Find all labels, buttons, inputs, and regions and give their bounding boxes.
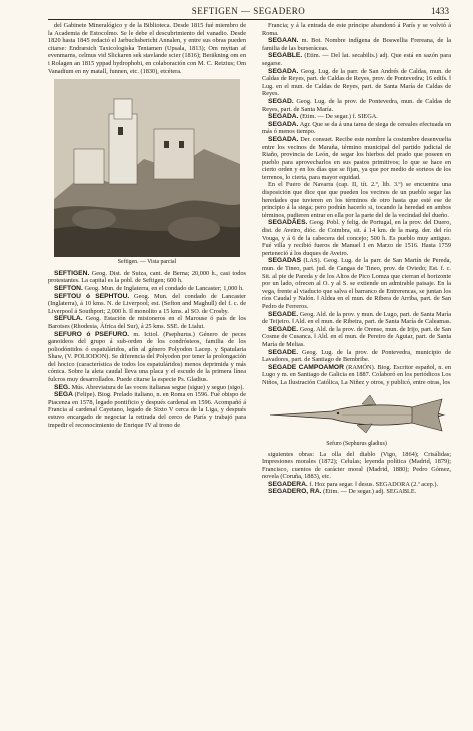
entry xyxy=(48,391,246,429)
entry xyxy=(262,257,451,310)
entry-text: Geog. Dist. de Suiza, cant. de Berna; 20,000 h., casi todos protestantes. La capital es la pobl. de Seftigen; 600 h. xyxy=(48,269,246,285)
entry-text: m. Ictiol. (Psephurus.) Género de peces ganoideos del grupo á sub-orden de los condrósteos, familia de los poliodóntidos ó espatuláridos, afín al género Polyodon Lacep. y Spatularia Shaw, (V. POLIODON). Se diferencia del Polyodon por tener la prolongación del hocico (característica de todos los espatuláridos) menos deprimida y más cónica. Sobre la aleta caudal lleva una placa y el escudo de la primera línea fulcros muy desarrollados. Puede citarse la especie Ps. Gladius. xyxy=(48,330,246,384)
fish-caption: Sefuro (Sephurus gladius) xyxy=(326,440,387,447)
entry-text: Geog. Ald. de la prov. de Orense, mun. de Irijo, part. de San Cosme de Cusanca. ‖ Ald. en el mun. de Pereiro de Aguiar, part. de Santa María de Melias. xyxy=(262,325,451,348)
entry xyxy=(262,349,451,364)
running-title: SEFTIGEN — SEGADERO xyxy=(191,6,306,16)
entry xyxy=(262,98,451,113)
headword: SEGADA. xyxy=(268,120,299,128)
sefuro-figure xyxy=(262,389,451,449)
entry-text: Geog. Lug. de la prov. de Pontevedra, municipio de Lavadores, part. de Santiago de Bembribe. xyxy=(262,348,451,364)
photo-illustration xyxy=(54,79,240,257)
headword: SEGADA. xyxy=(268,135,299,143)
entry-text: Geog. Mun. del condado de Lancaster (Inglaterra), á 10 kms. N. de Liverpool; est. (Sefton and Maghull) del f. c. de Liverpool á Southport; 2,000 h. Il monolito a 15 kms. al SO. de Crosby. xyxy=(48,292,246,315)
headword: SEGADE CAMPOAMOR xyxy=(268,363,344,371)
entry xyxy=(262,364,451,387)
seftigen-figure xyxy=(48,79,246,267)
entry-text: Der. consuet. Recibe este nombre la costumbre desenvuelta entre los vecinos de Maraña, término municipal del partido judicial de Riaño, provincia de León, de segar los hierbos del prado que poseen en pueblo para aprovecharlos en sus pastos primitivos; lo que se hace en cierto orden y en los días que se fijan, ya que por medio de sorteos de los terrenos, lo cierta, para mayor equidad. xyxy=(262,135,451,181)
header-rule xyxy=(48,19,449,20)
headword: SEGADE. xyxy=(268,348,299,356)
headword: SEGADÃES. xyxy=(268,219,308,227)
entry xyxy=(48,293,246,316)
entry xyxy=(262,181,451,219)
entry-text: Geog. Ald. de la prov. y mun. de Lugo, part. de Santa María de Teijeiro. ‖ Ald. en el mun. de Ribeira, part. de Santa María de Caleamas. xyxy=(262,310,451,326)
entry-text: Geog. Estación de misioneros en el Marouse ó país de los Barotses (Rhodesia, África del Sur), á 25 kms. SSE. de Lialui. xyxy=(48,315,246,330)
entry xyxy=(262,68,451,98)
sefuro-fish-illustration xyxy=(262,389,451,439)
headword: SEGADERA. xyxy=(268,480,308,488)
headword: SEGADA. xyxy=(268,67,299,75)
entry xyxy=(262,488,451,496)
entry xyxy=(262,219,451,257)
entry xyxy=(262,451,451,481)
entry-text: (Felipe). Biog. Prelado italiano, n. en Roma en 1596. Fué obispo de Piacenza en 1578, legado pontificio y después cardenal en 1596. Acompañó á Francia al cardenal Cayetano, legado de Sixto V cerca de la Liga, y después estuvo encargado de negociar la retirada del cerco de París y trabajó para impedir el reconocimiento de Enrique IV al trono de xyxy=(48,391,246,429)
entry-text: En el Fuero de Navarra (cap. II, tít. 2.º, lib. 3.º) se encuentra una disposición que dice que que pueden los vecinos de un pueblo segar las heredades que tuvieren en los términos de otro hasta que esté ese de principio á la siega; pero podrán hacerlo si, tocando la heredad en ambos términos, pudieren entrar en ella por la parte del de la vecindad del dueño. xyxy=(262,181,451,219)
headword: SEGADE. xyxy=(268,310,299,318)
entry-text: (Etim. — Del lat. secabilis.) adj. Que está en sazón para segarse. xyxy=(262,52,451,67)
entry xyxy=(262,481,451,489)
left-column xyxy=(48,22,246,723)
entry xyxy=(262,113,451,121)
headword: SEFURO ó PSEFURO. xyxy=(54,330,130,338)
headword: SEGADERO, RA. xyxy=(268,488,322,496)
entry xyxy=(262,311,451,326)
entry xyxy=(48,285,246,293)
headword: SEGADA. xyxy=(268,113,299,121)
headword: SEGADE. xyxy=(268,325,299,333)
entry-text: Geog. Lug. de la prov. de Pontevedra, mun. de Caldas de Reyes, part. de Santa María. xyxy=(262,97,451,113)
entry xyxy=(262,121,451,136)
entry-text: f. Hoz para segar. ‖ desus. SEGADORA (2.ª acep.). xyxy=(309,480,439,488)
entry-text: Geog. Pobl. y felig. de Portugal, en la prov. del Duero, dist. de Aveiro, dióc. de Coimbra, sit. á 14 km. de la marg. der. del río Vouga, y á 6 de la cabecera del concejo; 500 h. Es pueblo muy antiguo. Fué villa y recibió fueros de Manuel I en Marzo de 1516. Hasta 1759 perteneció á los duques de Aveiro. xyxy=(262,219,451,257)
entry-text: Geog. Lug. de la parr. de San Andrés de Caldas, mun. de Caldas de Reyes, part. de Caldas de Reyes, prov. de Pontevedra; 16 edifs. ‖ Lug. en el mun. de Caldas de Reyes, part. de Santa María de Caldas de Reyes. xyxy=(262,67,451,98)
headword: SEGABLE. xyxy=(268,52,303,60)
headword: SEFTON. xyxy=(54,284,83,292)
photo-caption: Seftigen. — Vista parcial xyxy=(117,259,177,266)
intro-paragraph: del Gabinete Mineralógico y de la Biblioteca. Desde 1815 fué miembro de la Academia de Estocolmo. Se le debe el descubrimiento del vanadio. Desde 1820 hasta 1845 redactó el Jarbuchsbericht Annalen, y entre sus obras pueden citarse: Endrarsich Taxicologiska Tentamen (Upsala, 1813); Om myttan af evenmarns, celmus vid Slickaren sek stavlande scier (1816); Beräkning om en i Rolagen an 1815 yppad hydrophobi, en colaboración con M. C. Retzius; Om Vanadium en ny matall, funnen, etc. (1830), etcétera. xyxy=(48,22,246,75)
entry xyxy=(262,136,451,182)
right-column xyxy=(262,22,451,723)
entry-text: (RAMÓN). Biog. Escritor español, n. en Lugo y m. en Santiago de Galicia en 1887. Colaboró en los periódicos Los Niños, La Ilustración Católica, La Niñez y otros, y publicó, entre otras, los xyxy=(262,363,451,386)
headword: SEGAD. xyxy=(268,97,294,105)
headword: SEFTOU ó SEPHTOU. xyxy=(54,292,130,300)
seftigen-photo xyxy=(54,79,240,257)
page-header xyxy=(48,6,449,20)
entry-text: (Etim. — De segar.) f. SIEGA. xyxy=(300,113,378,121)
headword: SEFULA. xyxy=(54,315,83,323)
entry-text: Agr. Que se da á una tarea de siega de cereales efectuada en más ó menos tiempo. xyxy=(262,120,451,136)
entry xyxy=(48,331,246,384)
entry xyxy=(262,326,451,349)
headword: SEGAAN. xyxy=(268,37,299,45)
intro-paragraph: Francia; y á la entrada de este príncipe abandonó á París y se volvió á Roma. xyxy=(262,22,451,37)
entry xyxy=(262,52,451,67)
headword: SEG. xyxy=(54,383,70,391)
entry-text: (LAS). Geog. Lug. de la parr. de San Martín de Pereda, mun. de Tineo, part. jud. de Cangas de Tineo, prov. de Oviedo; Est. f. c. Sit. al pie de Pareda y de los Altos de Pico Lomza que cierran el horizonte por un lado, ofrecen al O. y al S. se extiende un admirable paisaje. En la vega, frente al viaducto que salva el barranco de Entrerencas, se juntan los ríos Caudal y Nalón. ‖ Aldea en el mun. de Ribera de Arriba, part. de San Pedro de Ferreros. xyxy=(262,257,451,310)
headword: SEFTIGEN. xyxy=(54,269,90,277)
entry xyxy=(48,270,246,285)
entry xyxy=(48,315,246,330)
entry-text: m. Bot. Nombre indígena de Boswellia Frereana, de la familia de las burseráceas. xyxy=(262,37,451,52)
entry xyxy=(48,384,246,392)
headword: SEGADAS xyxy=(268,257,302,265)
entry xyxy=(262,37,451,52)
headword: SEGA xyxy=(54,391,73,399)
entry-text: Mús. Abreviatura de las voces italianas segue (sigue) y seguo (sigo). xyxy=(71,383,244,391)
entry-text: (Etim. — De segar.) adj. SEGABLE. xyxy=(323,488,417,496)
entry-text: siguientes obras: La olla del diablo (Vigo, 1864); Crisálidas; Impresiones morales (1872); Celulas; leyenda política (Madrid, 1879); Francisco, cuentos de carácter moral (Madrid, 1880); Pedro Gómez, novela (Coruña, 1883), etc. xyxy=(262,450,451,481)
page-number: 1433 xyxy=(431,6,449,16)
entry-text: Geog. Mun. de Inglaterra, en el condado de Lancaster; 1,000 h. xyxy=(84,284,244,292)
